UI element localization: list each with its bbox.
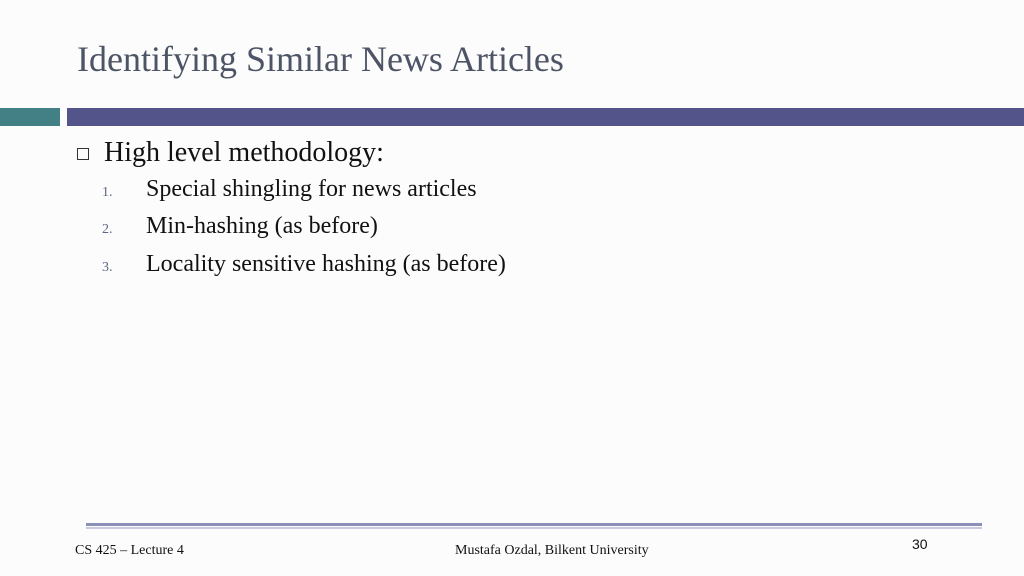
footer-rule-shadow: [86, 527, 982, 529]
title-accent-bar-teal: [0, 108, 60, 126]
footer-author: Mustafa Ozdal, Bilkent University: [455, 543, 649, 558]
title-accent-bar-indigo: [67, 108, 1024, 126]
item-text: Locality sensitive hashing (as before): [146, 251, 506, 277]
item-number: 2.: [102, 222, 113, 237]
item-number: 1.: [102, 185, 113, 200]
square-bullet-icon: [77, 148, 89, 160]
bullet-item: [77, 137, 384, 169]
numbered-item-3: [102, 251, 506, 278]
footer-rule: [86, 523, 982, 526]
footer-course: CS 425 – Lecture 4: [75, 543, 184, 558]
numbered-item-1: [102, 176, 477, 203]
page-number: 30: [912, 536, 928, 552]
item-text: Min-hashing (as before): [146, 213, 378, 239]
item-number: 3.: [102, 260, 113, 275]
bullet-text: High level methodology:: [104, 137, 384, 168]
item-text: Special shingling for news articles: [146, 176, 477, 202]
slide-title: Identifying Similar News Articles: [77, 39, 564, 79]
numbered-item-2: [102, 213, 378, 240]
